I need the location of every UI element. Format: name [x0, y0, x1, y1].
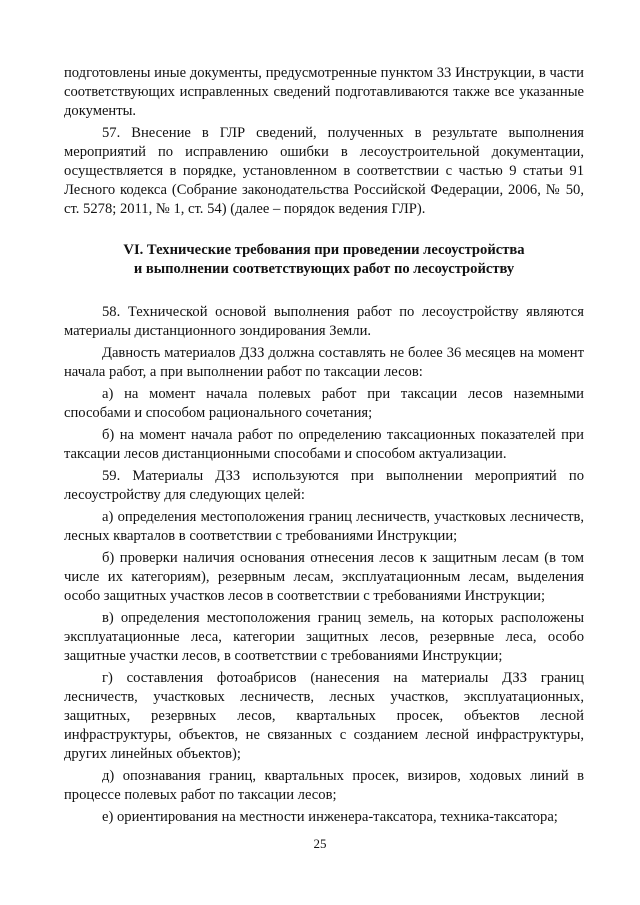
paragraph-59-c: в) определения местоположения границ земель, на которых расположены эксплуатационные леса, категории защитных лесов, резервные леса, особо защитные участки лесов, в соответствии с требованиями Инструкции; — [64, 610, 584, 664]
page-number: 25 — [313, 836, 327, 851]
paragraph-59-f: е) ориентирования на местности инженера-таксатора, техника-таксатора; — [102, 809, 558, 825]
section-heading-line-1: VI. Технические требования при проведении лесоустройства — [123, 242, 525, 258]
paragraph-57: 57. Внесение в ГЛР сведений, полученных в результате выполнения мероприятий по исправлению ошибки в лесоустроительной документации, осуществляется в порядке, установленном в соответствии с частью 9 статьи 91 Лесного кодекса (Собрание законодательства Российской Федерации, 2006, № 50, ст. 5278; 2011, № 1, ст. 54) (далее – порядок ведения ГЛР). — [64, 125, 584, 217]
paragraph-59-d: г) составления фотоабрисов (нанесения на материалы ДЗЗ границ лесничеств, участковых лесничеств, лесных участков, эксплуатационных, защитных, резервных лесов, квартальных просек, объектов лесной инфраструктуры, объектов, не связанных с созданием лесной инфраструктуры, других линейных объектов); — [64, 670, 584, 762]
paragraph-58-a: а) на момент начала полевых работ при таксации лесов наземными способами и способом рационального сочетания; — [64, 386, 584, 421]
paragraph-59-b: б) проверки наличия основания отнесения лесов к защитным лесам (в том числе их категориям), резервным лесам, эксплуатационным лесам, выделения особо защитных участков лесов в соответствии с требованиями Инструкции; — [64, 550, 584, 604]
paragraph-58-age: Давность материалов ДЗЗ должна составлять не более 36 месяцев на момент начала работ, а при выполнении работ по таксации лесов: — [64, 345, 584, 380]
paragraph-59: 59. Материалы ДЗЗ используются при выполнении мероприятий по лесоустройству для следующих целей: — [64, 468, 584, 503]
paragraph-58: 58. Технической основой выполнения работ по лесоустройству являются материалы дистанционного зондирования Земли. — [64, 304, 584, 339]
paragraph-59-e: д) опознавания границ, квартальных просек, визиров, ходовых линий в процессе полевых работ по таксации лесов; — [64, 768, 584, 803]
paragraph-continuation: подготовлены иные документы, предусмотренные пунктом 33 Инструкции, в части соответствующих исправленных сведений подготавливаются также все указанные документы. — [64, 65, 584, 119]
section-heading — [64, 241, 584, 279]
paragraph-58-b: б) на момент начала работ по определению таксационных показателей при таксации лесов дистанционными способами и способом актуализации. — [64, 427, 584, 462]
section-heading-line-2: и выполнении соответствующих работ по лесоустройству — [133, 261, 515, 277]
paragraph-59-a: а) определения местоположения границ лесничеств, участковых лесничеств, лесных кварталов в соответствии с требованиями Инструкции; — [64, 509, 584, 544]
